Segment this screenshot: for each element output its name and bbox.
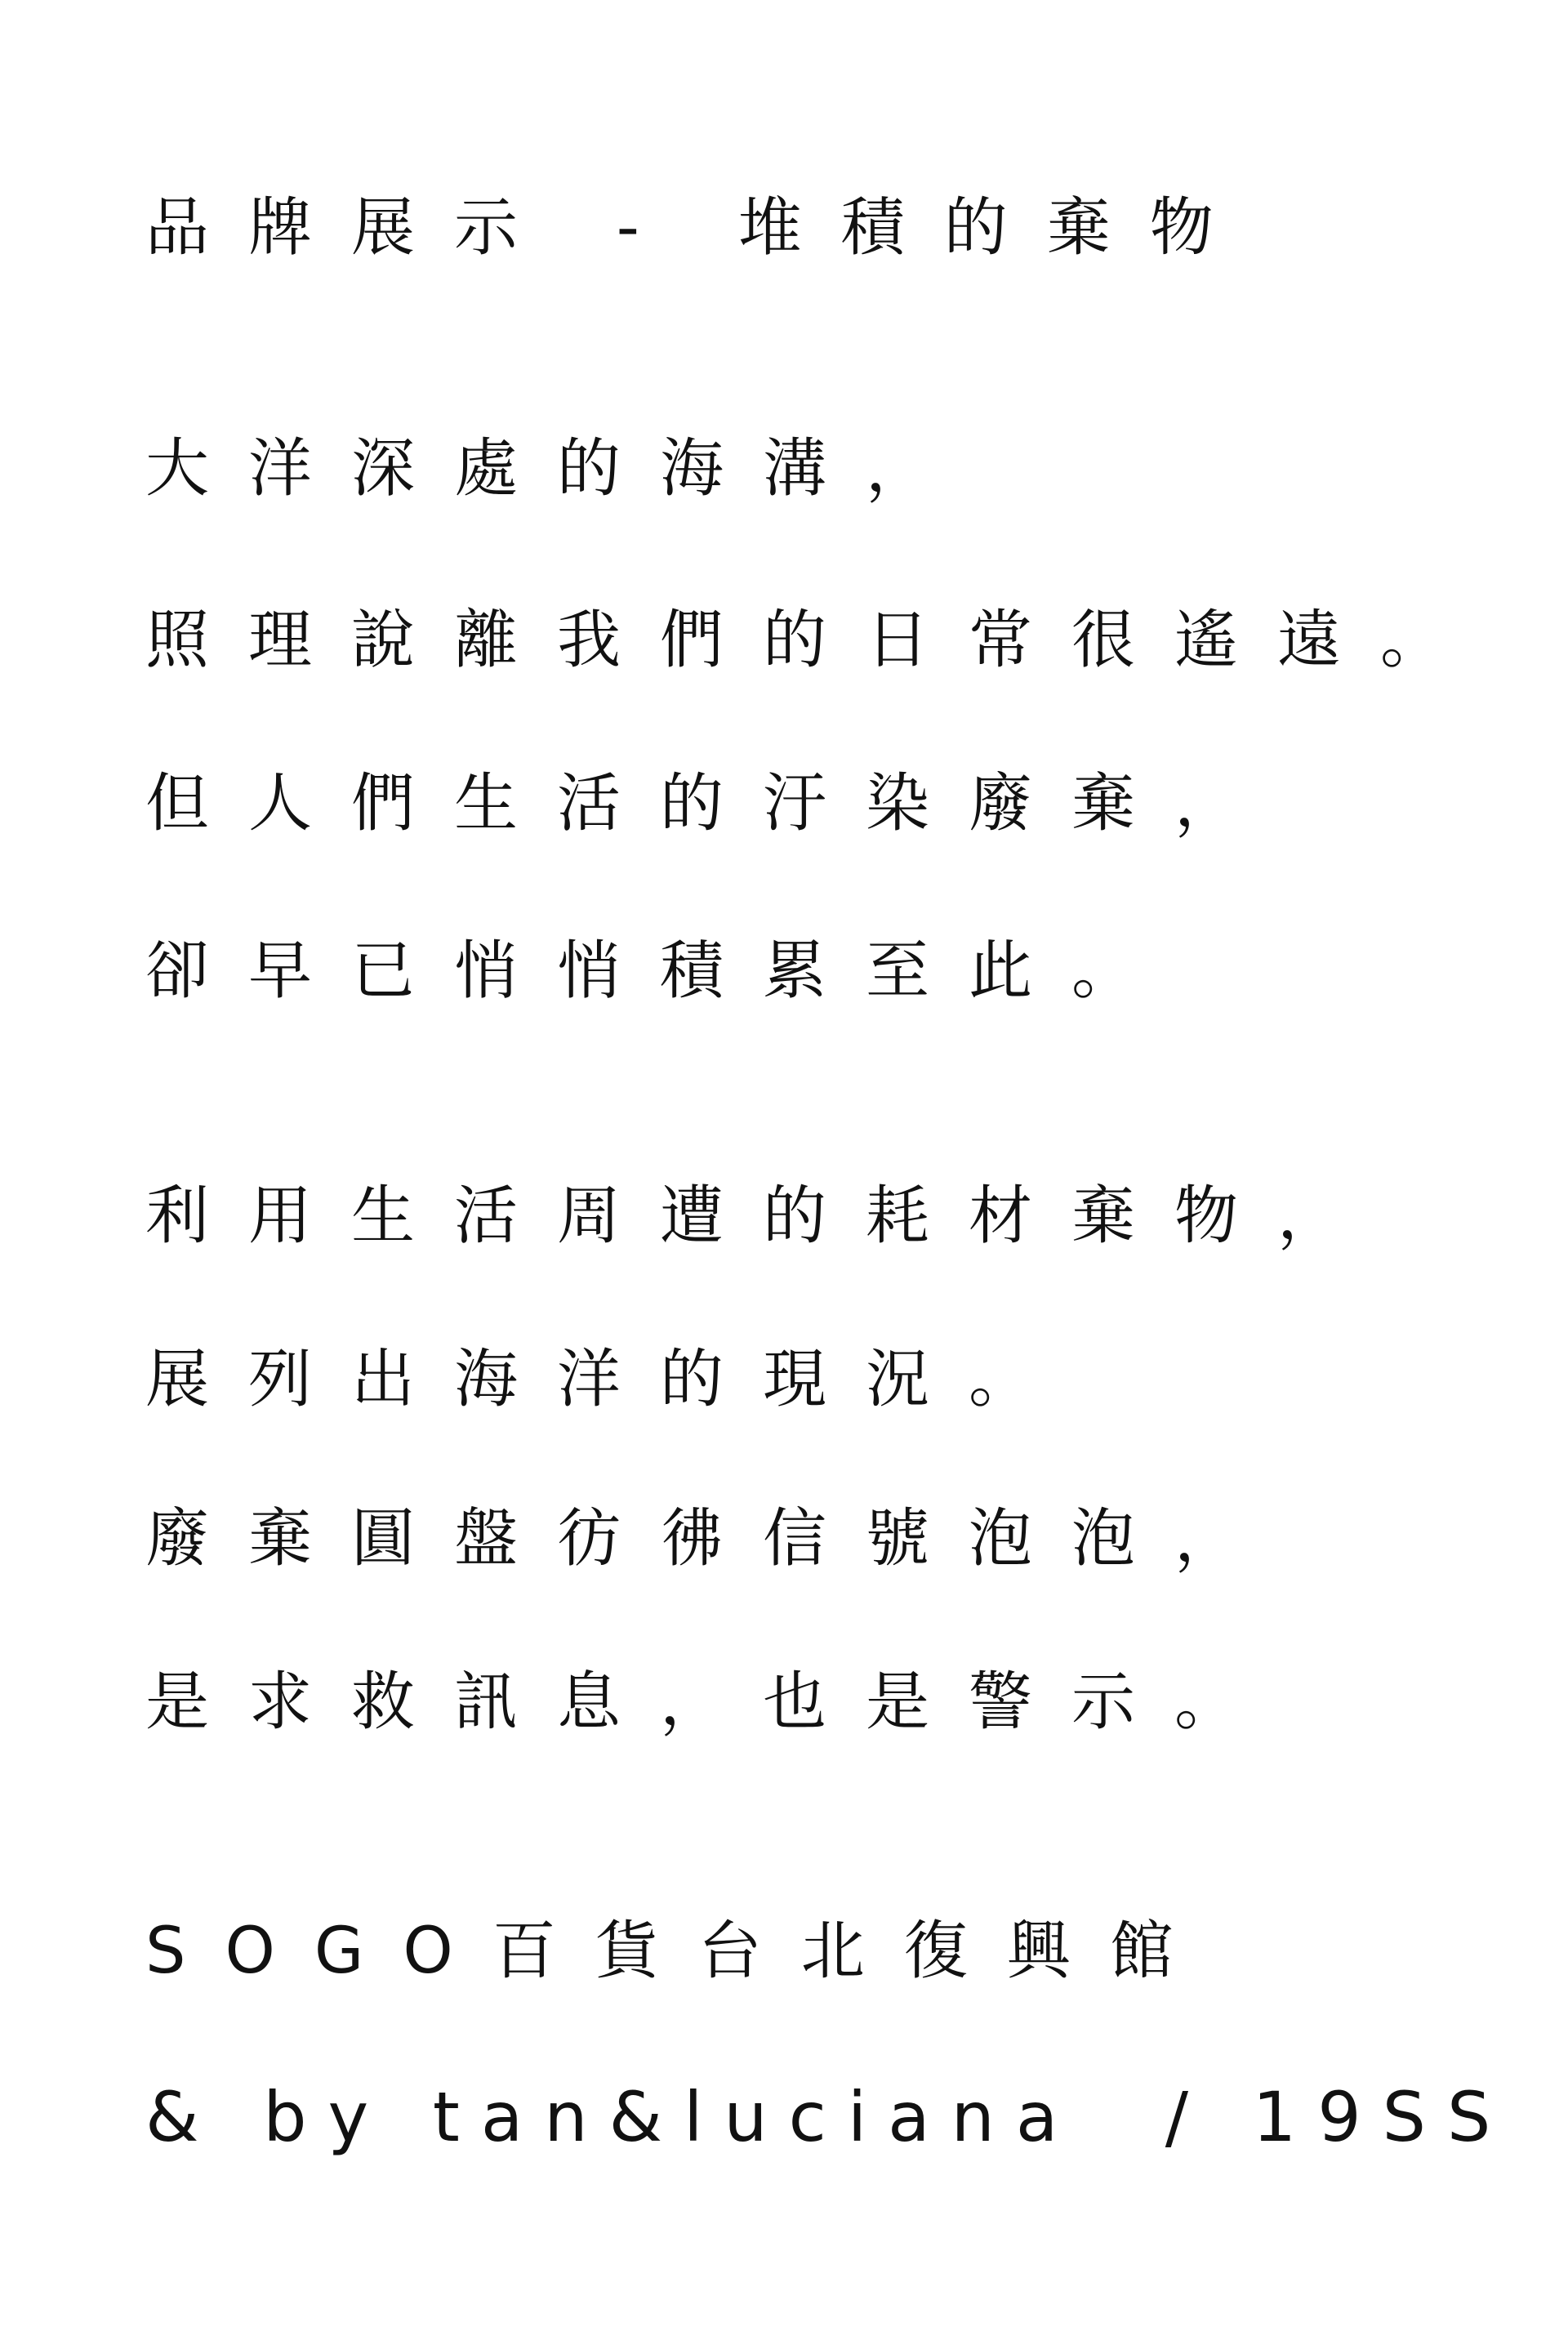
venue-line: SOGO百貨台北復興館	[145, 1915, 1213, 1988]
page-title: 品牌展示 - 堆積的棄物	[145, 191, 1253, 265]
stanza-2-line-2: 展列出海洋的現況。	[145, 1343, 1072, 1416]
stanza-2-line-3: 廢棄圓盤彷彿信號泡泡，	[145, 1502, 1278, 1576]
stanza-1-line-2: 照理說離我們的日常很遙遠。	[145, 604, 1484, 677]
stanza-1-line-3: 但人們生活的汙染廢棄，	[145, 767, 1278, 840]
stanza-2-line-1: 利用生活周遭的耗材棄物，	[145, 1179, 1381, 1253]
stanza-2-line-4: 是求救訊息，也是警示。	[145, 1665, 1278, 1739]
stanza-1-line-4: 卻早已悄悄積累至此。	[145, 934, 1175, 1008]
stanza-1-line-1: 大洋深處的海溝，	[145, 432, 969, 506]
credit-line: & by tan&luciana / 19SS	[145, 2077, 1512, 2157]
